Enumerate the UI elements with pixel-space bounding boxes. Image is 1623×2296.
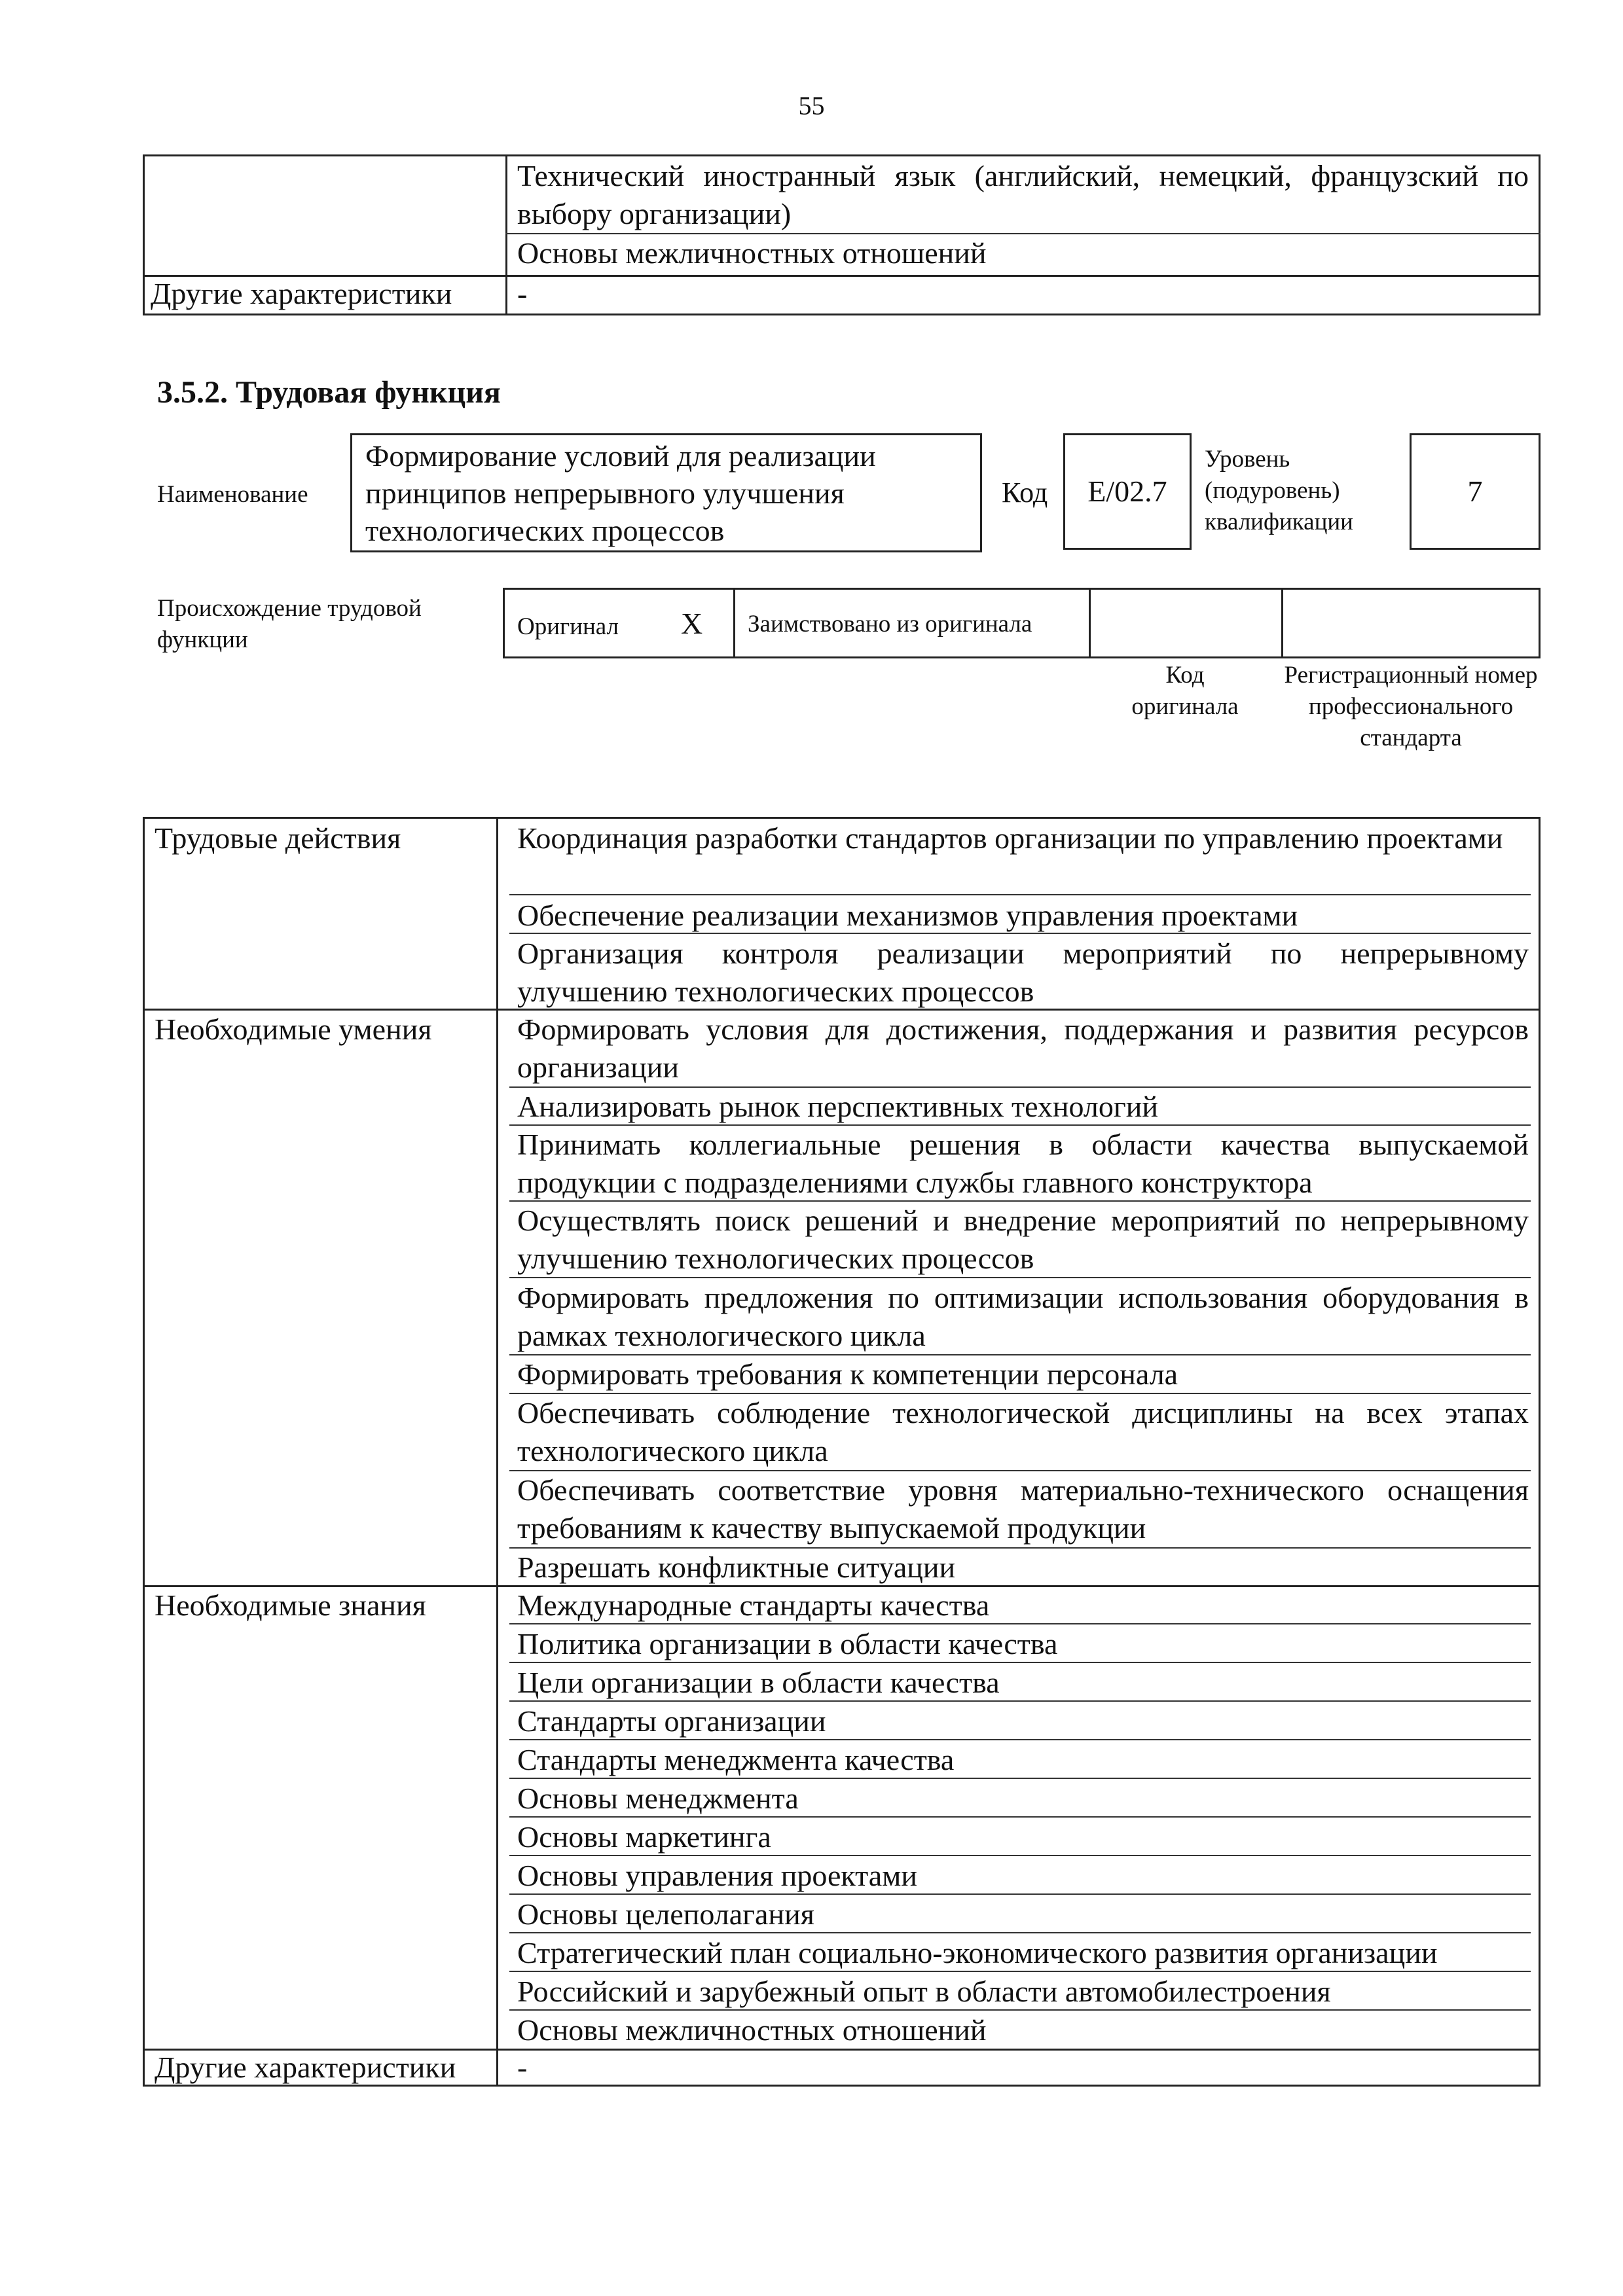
level-label: Уровень (подуровень) квалификации (1205, 446, 1353, 535)
skill-item: Осуществлять поиск решений и внедрение мероприятий по непрерывному улучшению технологических процессов (517, 1204, 1529, 1275)
top-table-row: Технический иностранный язык (английский, немецкий, французский по выбору организации) (517, 159, 1529, 230)
knowledge-item: Российский и зарубежный опыт в области автомобилестроения (517, 1975, 1331, 2008)
code-value: E/02.7 (1087, 475, 1167, 508)
reg-number-caption: Регистрационный номер профессионального стандарта (1284, 662, 1538, 751)
top-table-row: Основы межличностных отношений (517, 236, 987, 270)
action-item: Координация разработки стандартов организации по управлению проектами (517, 821, 1503, 855)
skill-item: Обеспечивать соблюдение технологической дисциплины на всех этапах технологического цикла (517, 1396, 1529, 1467)
section-title: 3.5.2. Трудовая функция (157, 375, 501, 410)
action-item: Организация контроля реализации мероприятий по непрерывному улучшению технологических процессов (517, 937, 1529, 1008)
skill-item: Формировать предложения по оптимизации использования оборудования в рамках технологического цикла (517, 1281, 1529, 1352)
origin-divider (733, 588, 735, 658)
row-separator (509, 894, 1531, 895)
knowledge-item: Политика организации в области качества (517, 1627, 1058, 1660)
skills-label: Необходимые умения (155, 1013, 432, 1046)
skill-item: Анализировать рынок перспективных технологий (517, 1090, 1158, 1123)
original-label: Оригинал (517, 613, 619, 640)
knowledge-item: Стратегический план социально-экономического развития организации (517, 1936, 1438, 1969)
page-number: 55 (798, 91, 825, 120)
original-mark: X (681, 607, 703, 640)
skill-item: Разрешать конфликтные ситуации (517, 1551, 956, 1584)
knowledge-item: Основы управления проектами (517, 1859, 917, 1892)
origin-divider (1281, 588, 1283, 658)
borrowed-label: Заимствовано из оригинала (748, 611, 1032, 637)
action-item: Обеспечение реализации механизмов управления проектами (517, 899, 1298, 932)
origin-label: Происхождение трудовой функции (157, 595, 422, 653)
top-table-divider (505, 154, 507, 315)
knowledge-item: Международные стандарты качества (517, 1588, 990, 1622)
knowledge-item: Стандарты организации (517, 1704, 826, 1738)
knowledge-item: Основы менеджмента (517, 1782, 799, 1815)
knowledge-item: Основы целеполагания (517, 1897, 814, 1931)
name-value: Формирование условий для реализации принципов непрерывного улучшения технологических процессов (365, 439, 876, 547)
top-table-other-value: - (517, 277, 528, 310)
skill-item: Формировать требования к компетенции персонала (517, 1357, 1178, 1391)
other-label: Другие характеристики (155, 2051, 456, 2084)
name-label: Наименование (157, 481, 308, 508)
origin-divider (1089, 588, 1091, 658)
code-label: Код (1002, 476, 1048, 509)
level-value: 7 (1467, 475, 1483, 508)
code-original-caption: Код оригинала (1131, 662, 1239, 720)
knowledge-item: Основы маркетинга (517, 1820, 771, 1854)
knowledge-item: Основы межличностных отношений (517, 2013, 987, 2047)
knowledge-item: Стандарты менеджмента качества (517, 1743, 955, 1776)
top-table-other-label: Другие характеристики (151, 277, 452, 310)
main-table-divider (496, 817, 498, 2087)
skill-item: Обеспечивать соответствие уровня материально-технического оснащения требованиям к качеству выпускаемой продукции (517, 1473, 1529, 1545)
other-value: - (517, 2051, 528, 2084)
skill-item: Принимать коллегиальные решения в области качества выпускаемой продукции с подразделениями службы главного конструктора (517, 1128, 1529, 1199)
knowledge-label: Необходимые знания (155, 1588, 426, 1622)
skill-item: Формировать условия для достижения, поддержания и развития ресурсов организации (517, 1013, 1529, 1084)
actions-label: Трудовые действия (155, 821, 401, 855)
knowledge-item: Цели организации в области качества (517, 1666, 1000, 1699)
